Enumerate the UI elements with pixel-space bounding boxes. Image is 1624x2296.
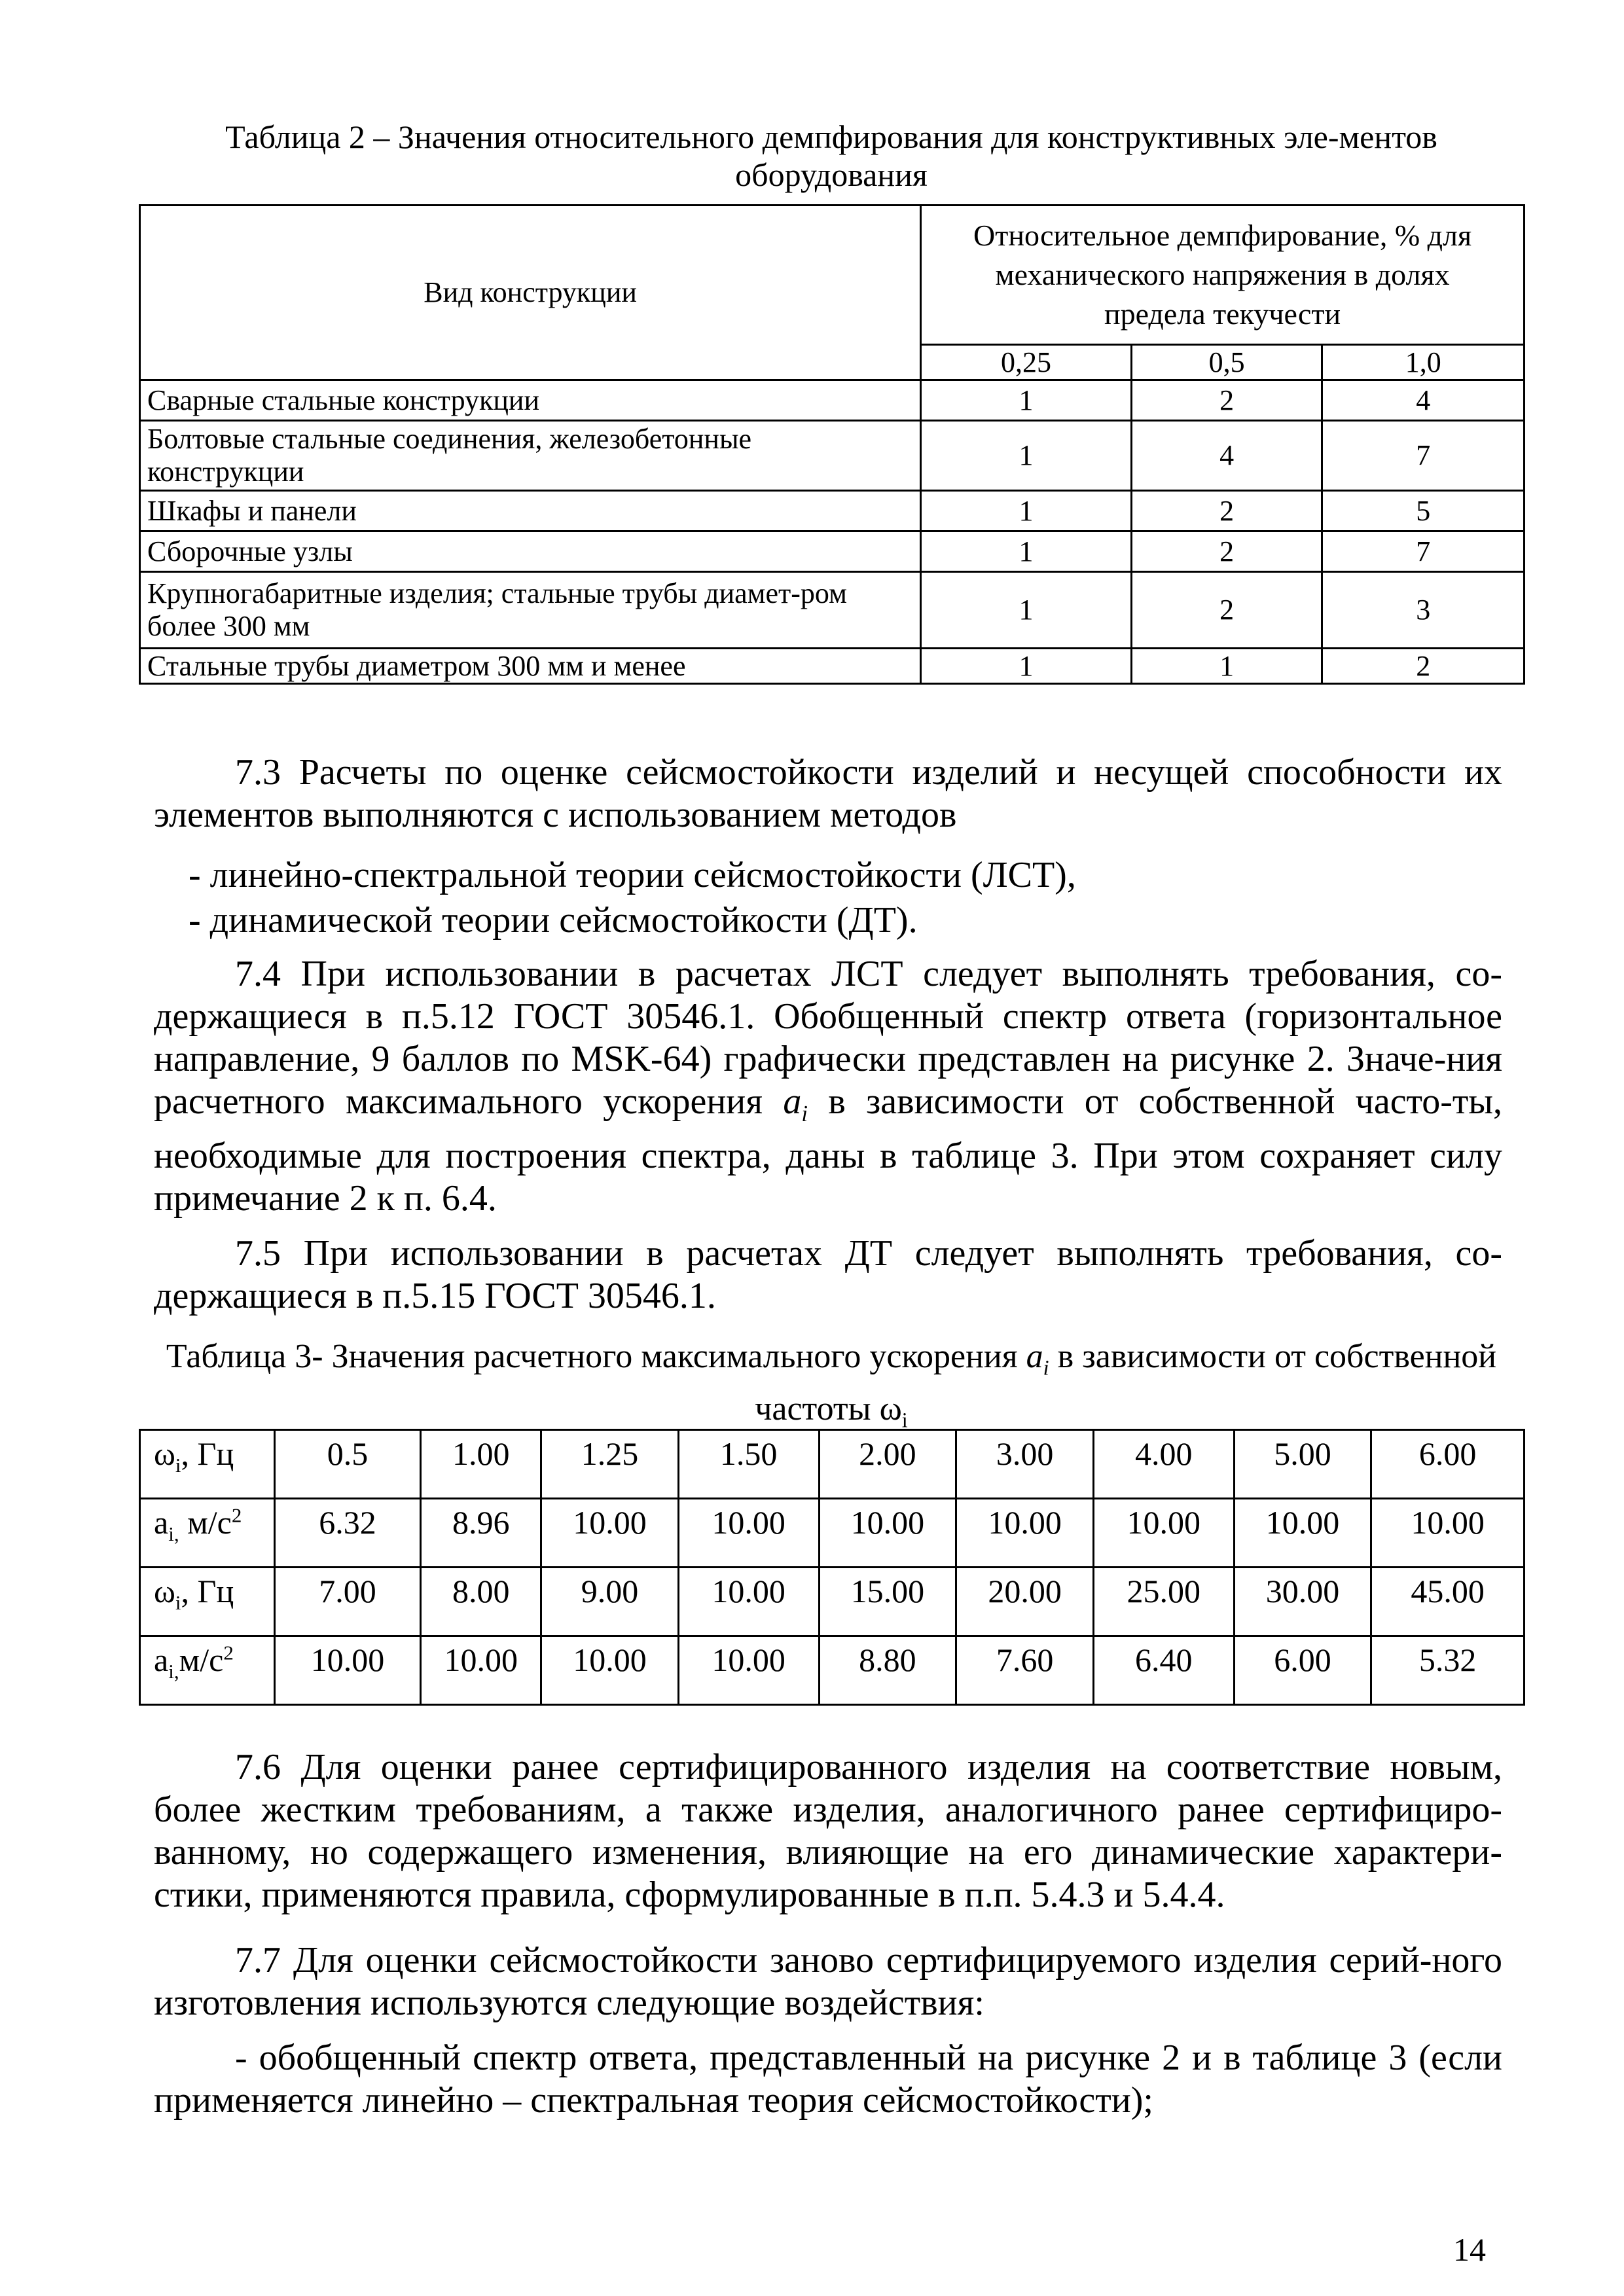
paragraph-7-6-text: 7.6 Для оценки ранее сертифицированного изделия на соответствие новым, более жестким требованиям, а также изделия, аналогичного ранее сертифициро-ванному, но содержащего изменения, влияющие на его динамические характери-стики, применяются правила, сформулированные в п.п. 5.4.3 и 5.4.4. [154,1747,1502,1915]
cell: 4 [1322,380,1525,421]
list-item: - динамической теории сейсмостойкости (ДТ). [189,900,918,941]
table-row [140,649,1525,684]
table3-caption: Таблица 3- Значения расчетного максимального ускорения $a_i$ в зависимости от собственной частоты $\omega_i$ [166,1338,1497,1432]
paragraph-7-4-part-a: 7.4 При использовании в расчетах ЛСТ следует выполнять требования, со-держащиеся в п.5.12 ГОСТ 30546.1. Обобщенный спектр ответа (горизонтальное направление, 9 баллов по MSK-64) графически представлен на рисунке 2. Значе-ния расчетного максимального ускорения [154,954,1502,1122]
acceleration-table [139,1429,1525,1706]
cell: 45.00 [1371,1568,1525,1636]
list-7-3 [154,854,1502,942]
level-025: 0,25 [921,345,1132,380]
table-row [140,421,1525,491]
cell: 7.00 [274,1568,421,1636]
list-7-7 [154,2037,1502,2122]
cell: 25.00 [1093,1568,1234,1636]
table-row [140,531,1525,572]
cell: 4.00 [1093,1430,1234,1499]
cell: 10.00 [1371,1499,1525,1568]
table-row [140,572,1525,649]
cell: 15.00 [819,1568,956,1636]
cell: 7 [1322,421,1525,491]
table-row [140,1430,1525,1499]
cell: 2 [1131,491,1322,531]
cell: 2 [1131,380,1322,421]
cell: 0.5 [274,1430,421,1499]
row-name: Сварные стальные конструкции [140,380,921,421]
cell: 10.00 [678,1499,819,1568]
level-10: 1,0 [1322,345,1525,380]
table2-caption: Таблица 2 – Значения относительного демпфирования для конструктивных эле-ментов оборудования [225,118,1437,193]
damping-table [139,204,1525,685]
accel-symbol: $a_i$ [783,1081,808,1127]
cell: 2 [1322,649,1525,684]
freq-label: $\omega_i$, Гц [140,1568,275,1636]
cell: 10.00 [819,1499,956,1568]
table-row [140,491,1525,531]
cell: 9.00 [541,1568,679,1636]
cell: 10.00 [1234,1499,1371,1568]
cell: 30.00 [1234,1568,1371,1636]
cell: 20.00 [956,1568,1094,1636]
level-05: 0,5 [1131,345,1322,380]
paragraph-7-4-part-b: в зависимости от собственной часто-ты, необходимые для построения спектра, даны в таблице 3. При этом сохраняет силу примечание 2 к п. 6.4. [154,1081,1503,1219]
cell: 1 [1131,649,1322,684]
cell: 10.00 [678,1568,819,1636]
cell: 1 [921,572,1132,649]
paragraph-7-7-text: 7.7 Для оценки сейсмостойкости заново сертифицируемого изделия серий-ного изготовления используются следующие воздействия: [154,1940,1502,2023]
cell: 1.25 [541,1430,679,1499]
row-name: Крупногабаритные изделия; стальные трубы диамет-ром более 300 мм [140,572,921,649]
header-damping: Относительное демпфирование, % для механического напряжения в долях предела текучести [921,206,1525,345]
table-row [140,380,1525,421]
cell: 6.32 [274,1499,421,1568]
row-name: Шкафы и панели [140,491,921,531]
paragraph-7-7 [154,1939,1502,2024]
cell: 10.00 [1093,1499,1234,1568]
page-number: 14 [1453,2231,1486,2268]
row-name: Сборочные узлы [140,531,921,572]
list-item: - обобщенный спектр ответа, представленный на рисунке 2 и в таблице 3 (если применяется линейно – спектральная теория сейсмостойкости); [154,2037,1502,2121]
cell: 5.32 [1371,1636,1525,1705]
cell: 2 [1131,531,1322,572]
cell: 10.00 [678,1636,819,1705]
accel-label: $a_{i,}м/с^2$ [140,1636,275,1705]
cell: 10.00 [274,1636,421,1705]
list-item: - линейно-спектральной теории сейсмостойкости (ЛСТ), [189,855,1076,895]
paragraph-7-6 [154,1746,1502,1916]
paragraph-7-3 [154,751,1502,836]
paragraph-7-3-text: 7.3 Расчеты по оценке сейсмостойкости изделий и несущей способности их элементов выполняются с использованием методов [154,752,1502,835]
row-name: Болтовые стальные соединения, железобетонные конструкции [140,421,921,491]
cell: 5 [1322,491,1525,531]
cell: 1.50 [678,1430,819,1499]
accel-label: $a_{i,}$ $м/с^2$ [140,1499,275,1568]
cell: 6.00 [1234,1636,1371,1705]
cell: 6.00 [1371,1430,1525,1499]
paragraph-7-5-text: 7.5 При использовании в расчетах ДТ следует выполнять требования, со-держащиеся в п.5.15 ГОСТ 30546.1. [154,1233,1502,1316]
table-row [140,1636,1525,1705]
cell: 7 [1322,531,1525,572]
cell: 10.00 [956,1499,1094,1568]
cell: 7.60 [956,1636,1094,1705]
cell: 3.00 [956,1430,1094,1499]
cell: 10.00 [541,1499,679,1568]
cell: 8.96 [421,1499,541,1568]
cell: 1 [921,491,1132,531]
cell: 5.00 [1234,1430,1371,1499]
cell: 1 [921,531,1132,572]
cell: 10.00 [541,1636,679,1705]
table-row [140,1568,1525,1636]
paragraph-7-5 [154,1232,1502,1318]
table-row [140,1499,1525,1568]
cell: 10.00 [421,1636,541,1705]
cell: 8.80 [819,1636,956,1705]
cell: 3 [1322,572,1525,649]
paragraph-7-4 [154,953,1502,1220]
cell: 6.40 [1093,1636,1234,1705]
cell: 1 [921,421,1132,491]
cell: 2.00 [819,1430,956,1499]
cell: 1 [921,649,1132,684]
header-construction-type: Вид конструкции [140,206,921,380]
cell: 8.00 [421,1568,541,1636]
cell: 2 [1131,572,1322,649]
freq-label: $\omega_i$, Гц [140,1430,275,1499]
cell: 4 [1131,421,1322,491]
row-name: Стальные трубы диаметром 300 мм и менее [140,649,921,684]
cell: 1 [921,380,1132,421]
cell: 1.00 [421,1430,541,1499]
